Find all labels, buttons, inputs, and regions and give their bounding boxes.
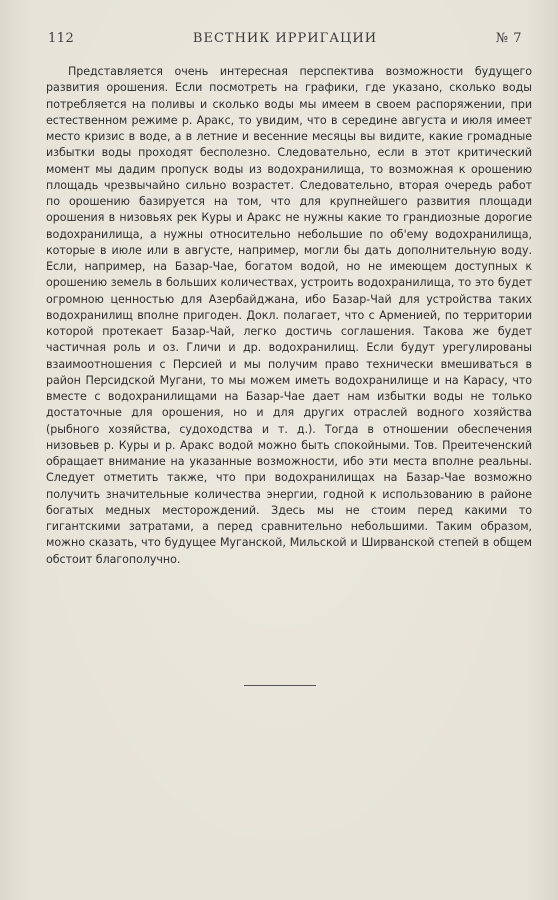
- page-header: [48, 31, 522, 47]
- section-divider: [244, 685, 316, 686]
- article-paragraph: Представляется очень интересная перспектива возможности будущего развития орошения. Если посмотреть на графики, где указано, сколько воды потребляется на поливы и сколько воды мы имеем в своем распоряжении, при естественном режиме р. Аракс, то увидим, что в середине августа и июля имеет место кризис в воде, а в летние и весенние месяцы вы видите, какие громадные избытки воды проходят бесполезно. Следовательно, если в этот критический момент мы дадим пропуск воды из водохранилища, то возможная к орошению площадь чрезвычайно сильно возрастет. Следовательно, вторая очередь работ по орошению базируется на том, что для крупнейшего развития площади орошения в низовьях рек Куры и Аракс не нужны какие то грандиозные дорогие водохранилища, а нужны относительно небольшие по об'ему водохранилища, которые в июле или в августе, например, могли бы дать дополнительную воду. Если, например, на Базар-Чае, богатом водой, но не имеющем доступных к орошению земель в больших количествах, устроить водохранилища, то это будет огромною ценностью для Азербайджана, ибо Базар-Чай для устройства таких водохранилищ вполне пригоден. Докл. полагает, что с Арменией, по территории которой протекает Базар-Чай, легко достичь соглашения. Такова же будет частичная роль и оз. Гличи и др. водохранилищ. Если будут урегулированы взаимоотношения с Персией и мы получим право технически вмешиваться в район Персидской Мугани, то мы можем иметь водохранилище и на Карасу, что вместе с водохранилищами на Базар-Чае дает нам избытки воды не только достаточные для орошения, но и для других отраслей водного хозяйства (рыбного хозяйства, судоходства и т. д.). Тогда в отношении обеспечения низовьев р. Куры и р. Аракс водой можно быть спокойными. Тов. Преитеченский обращает внимание на указанные возможности, ибо эти места вполне реальны. Следует отметить также, что при водохранилищах на Базар-Чае возможно получить значительные количества энергии, годной к использованию в районе богатых медных месторождений. Здесь мы не стоим перед какими то гигантскими затратами, а перед сравнительно небольшими. Таким образом, можно сказать, что будущее Муганской, Мильской и Ширванской степей в общем обстоит благополучно.: [46, 65, 532, 566]
- journal-title: ВЕСТНИК ИРРИГАЦИИ: [192, 31, 378, 46]
- page-number: 112: [48, 31, 75, 46]
- issue-number: № 7: [495, 31, 522, 46]
